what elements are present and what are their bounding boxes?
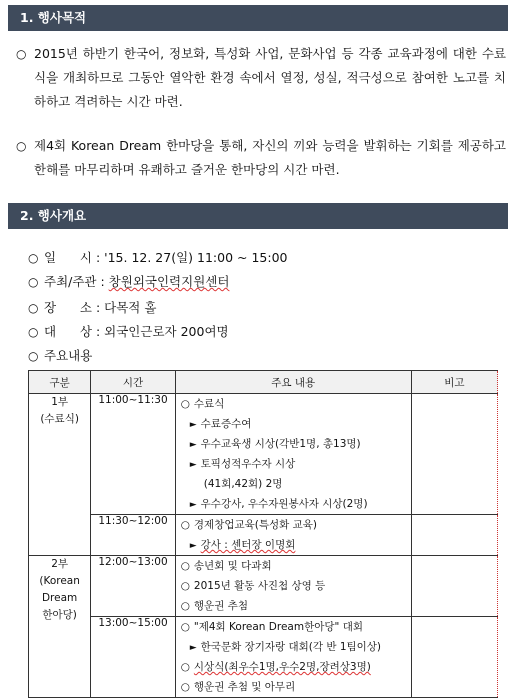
header-time: 시간 [91, 371, 175, 394]
arrow-right-icon: ► [189, 420, 197, 430]
ring-bullet-icon: ○ [180, 580, 190, 592]
ring-bullet-icon: ○ [180, 681, 190, 693]
ring-bullet-icon: ○ [28, 275, 39, 289]
list-item: ○ 행운권 추첨 [180, 600, 248, 612]
ring-bullet-icon: ○ [28, 251, 39, 265]
table-row [29, 394, 498, 515]
arrow-right-icon: ► [189, 541, 197, 551]
place-value: 다목적 홀 [104, 300, 157, 315]
ring-bullet-icon: ○ [180, 621, 190, 633]
info-date [28, 248, 287, 266]
list-item: ○ 송년회 및 다과회 [180, 560, 272, 572]
part2-content-a [175, 556, 411, 617]
list-item: ○ 2015년 활동 사진첩 상영 등 [180, 580, 326, 592]
ring-bullet-icon: ○ [180, 661, 190, 673]
ring-bullet-icon: ○ [28, 349, 39, 363]
info-place [28, 298, 156, 316]
part1-label: 1부 (수료식) [29, 394, 91, 556]
part1-note-a [411, 394, 497, 515]
ring-bullet-icon: ○ [180, 600, 190, 612]
part2-note-b [411, 617, 497, 698]
host-value: 창원외국인력지원센터 [108, 274, 230, 289]
list-item: ► 강사 : 센터장 이명회 [189, 539, 296, 551]
info-host [28, 272, 229, 290]
schedule-table [28, 370, 498, 698]
list-item: ► 토픽성적우수자 시상 [189, 458, 296, 470]
arrow-right-icon: ► [189, 440, 197, 450]
part2-label: 2부 (Korean Dream 한아당) [29, 556, 91, 698]
ring-bullet-icon: ○ [180, 560, 190, 572]
info-content [28, 346, 92, 364]
table-row [29, 617, 498, 698]
arrow-right-icon: ► [189, 500, 197, 510]
list-item: ○ 행운권 추첨 및 아무리 [180, 681, 296, 693]
part1-time-b: 11:30~12:00 [91, 515, 175, 556]
place-label: 장 소 : [44, 300, 105, 315]
section2-title: 2. 행사개요 [8, 203, 508, 229]
table-header-row [29, 371, 498, 394]
info-target [28, 322, 229, 340]
ring-bullet-icon: ○ [28, 301, 39, 315]
list-item: ○ 시상식(최우수1명,우수2명,장려상3명) [180, 661, 371, 673]
list-item: (41회,42회) 2명 [203, 478, 283, 490]
ring-bullet-icon: ○ [180, 519, 190, 531]
list-item: ○ 수료식 [180, 398, 225, 410]
part1-time-a: 11:00~11:30 [91, 394, 175, 515]
part2-content-b [175, 617, 411, 698]
ring-bullet-icon: ○ [28, 325, 39, 339]
part1-content-a [175, 394, 411, 515]
date-value: '15. 12. 27(일) 11:00 ~ 15:00 [104, 250, 288, 265]
ring-bullet-icon: ○ [16, 139, 27, 153]
section1-title: 1. 행사목적 [8, 5, 508, 31]
list-item: ► 한국문화 장기자랑 대회(각 반 1팀이상) [189, 641, 382, 653]
part2-time-a: 12:00~13:00 [91, 556, 175, 617]
date-label: 일 시 : [44, 250, 105, 265]
header-category: 구분 [29, 371, 91, 394]
table-row [29, 515, 498, 556]
arrow-right-icon: ► [189, 643, 197, 653]
list-item: ► 우수교육생 시상(각반1명, 총13명) [189, 438, 361, 450]
ring-bullet-icon: ○ [180, 398, 190, 410]
target-value: 외국인근로자 200여명 [104, 324, 229, 339]
purpose-text-2: 제4회 Korean Dream 한마당을 통해, 자신의 끼와 능력을 발휘하는 기회를 제공하고 한해를 마무리하며 유쾌하고 즐거운 한마당의 시간 마련. [34, 138, 506, 177]
content-label: 주요내용 [44, 348, 93, 363]
target-label: 대 상 : [44, 324, 105, 339]
header-content: 주요 내용 [175, 371, 411, 394]
host-label: 주최/주관 : [44, 274, 109, 289]
list-item: ► 수료증수여 [189, 418, 252, 430]
part2-note-a [411, 556, 497, 617]
list-item: ○ 경제창업교육(특성화 교육) [180, 519, 318, 531]
part1-note-b [411, 515, 497, 556]
arrow-right-icon: ► [189, 460, 197, 470]
list-item: ○ "제4회 Korean Dream한아당" 대회 [180, 621, 363, 633]
purpose-text-1: 2015년 하반기 한국어, 정보화, 특성화 사업, 문화사업 등 각종 교육과정에 대한 수료식을 개최하므로 그동안 열악한 환경 속에서 열정, 성실, 적극성으로 참여한 노고를 치하하고 격려하는 시간 마련. [34, 46, 506, 109]
part2-time-b: 13:00~15:00 [91, 617, 175, 698]
header-note: 비고 [411, 371, 497, 394]
ring-bullet-icon: ○ [16, 47, 27, 61]
table-row [29, 556, 498, 617]
part1-content-b [175, 515, 411, 556]
list-item: ► 우수강사, 우수자원봉사자 시상(2명) [189, 498, 368, 510]
